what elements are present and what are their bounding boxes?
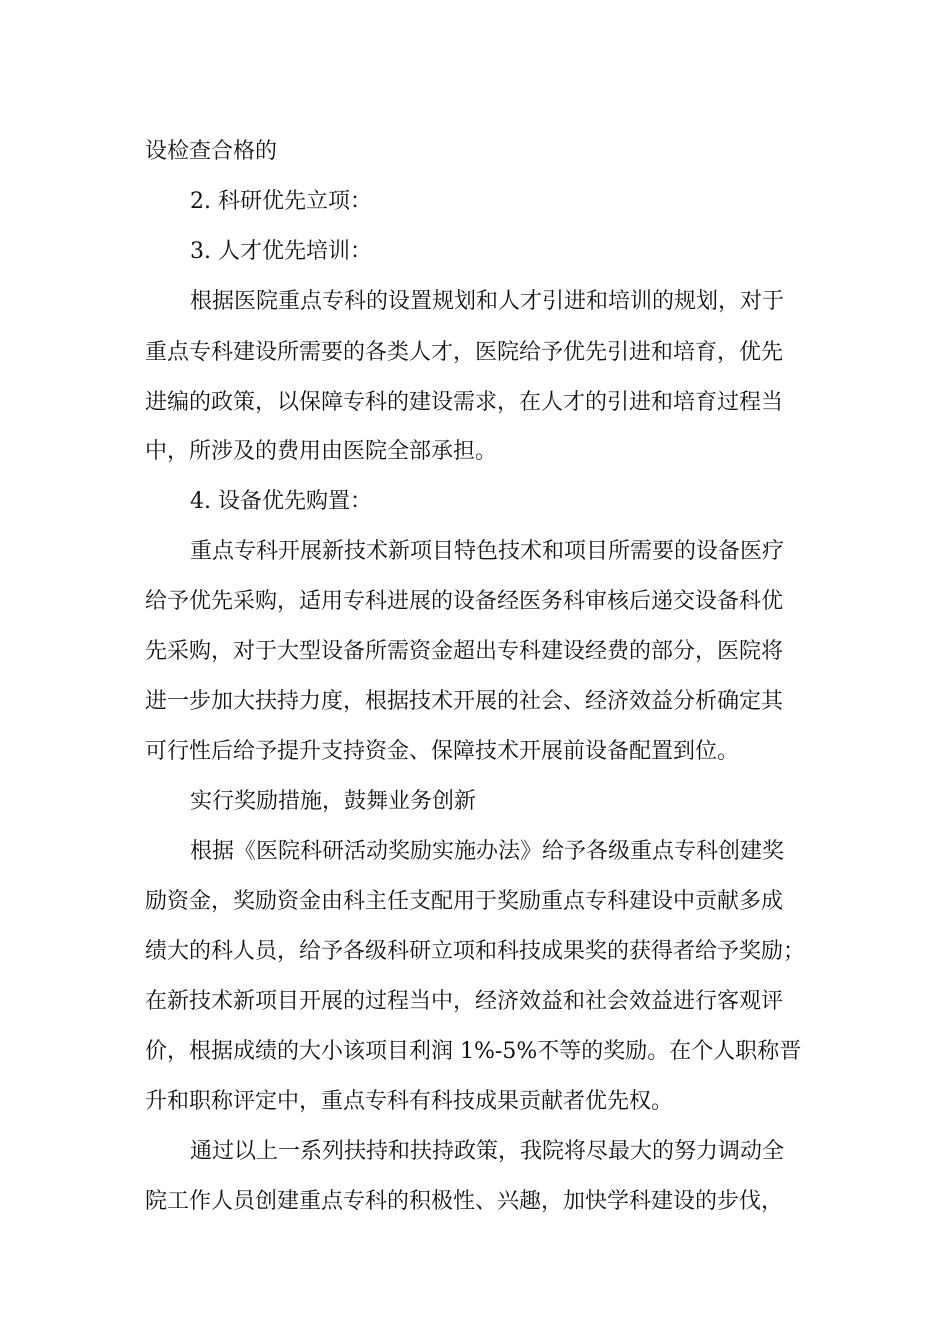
text-line: 院工作人员创建重点专科的积极性、兴趣，加快学科建设的步伐， [145, 1189, 784, 1214]
text-line: 设检查合格的 [145, 139, 278, 164]
text-line: 在新技术新项目开展的过程当中，经济效益和社会效益进行客观评 [145, 989, 784, 1014]
text-line: 励资金，奖励资金由科主任支配用于奖励重点专科建设中贡献多成 [145, 889, 784, 914]
text-line: 进一步加大扶持力度，根据技术开展的社会、经济效益分析确定其 [145, 689, 784, 714]
text-line: 根据《医院科研活动奖励实施办法》给予各级重点专科创建奖 [190, 839, 785, 864]
text-line: 重点专科开展新技术新项目特色技术和项目所需要的设备医疗 [190, 539, 785, 564]
text-line: 给予优先采购，适用专科进展的设备经医务科审核后递交设备科优 [145, 589, 784, 614]
text-line: 可行性后给予提升支持资金、保障技术开展前设备配置到位。 [145, 739, 740, 764]
text-line: 通过以上一系列扶持和扶持政策，我院将尽最大的努力调动全 [190, 1139, 785, 1164]
section-heading: 4. 设备优先购置： [190, 489, 372, 514]
section-heading: 实行奖励措施，鼓舞业务创新 [190, 789, 477, 814]
text-line: 重点专科建设所需要的各类人才，医院给予优先引进和培育，优先 [145, 340, 784, 365]
text-line: 根据医院重点专科的设置规划和人才引进和培训的规划，对于 [190, 289, 785, 314]
text-line: 升和职称评定中，重点专科有科技成果贡献者优先权。 [145, 1089, 674, 1114]
text-line: 绩大的科人员，给予各级科研立项和科技成果奖的获得者给予奖励； [145, 939, 806, 964]
text-line: 价，根据成绩的大小该项目利润 1%-5%不等的奖励。在个人职称晋 [145, 1039, 802, 1064]
text-line: 进编的政策，以保障专科的建设需求，在人才的引进和培育过程当 [145, 390, 784, 415]
text-line: 先采购，对于大型设备所需资金超出专科建设经费的部分，医院将 [145, 639, 784, 664]
section-heading: 2. 科研优先立项： [190, 189, 372, 214]
text-line: 中，所涉及的费用由医院全部承担。 [145, 439, 498, 464]
section-heading: 3. 人才优先培训： [190, 239, 372, 264]
